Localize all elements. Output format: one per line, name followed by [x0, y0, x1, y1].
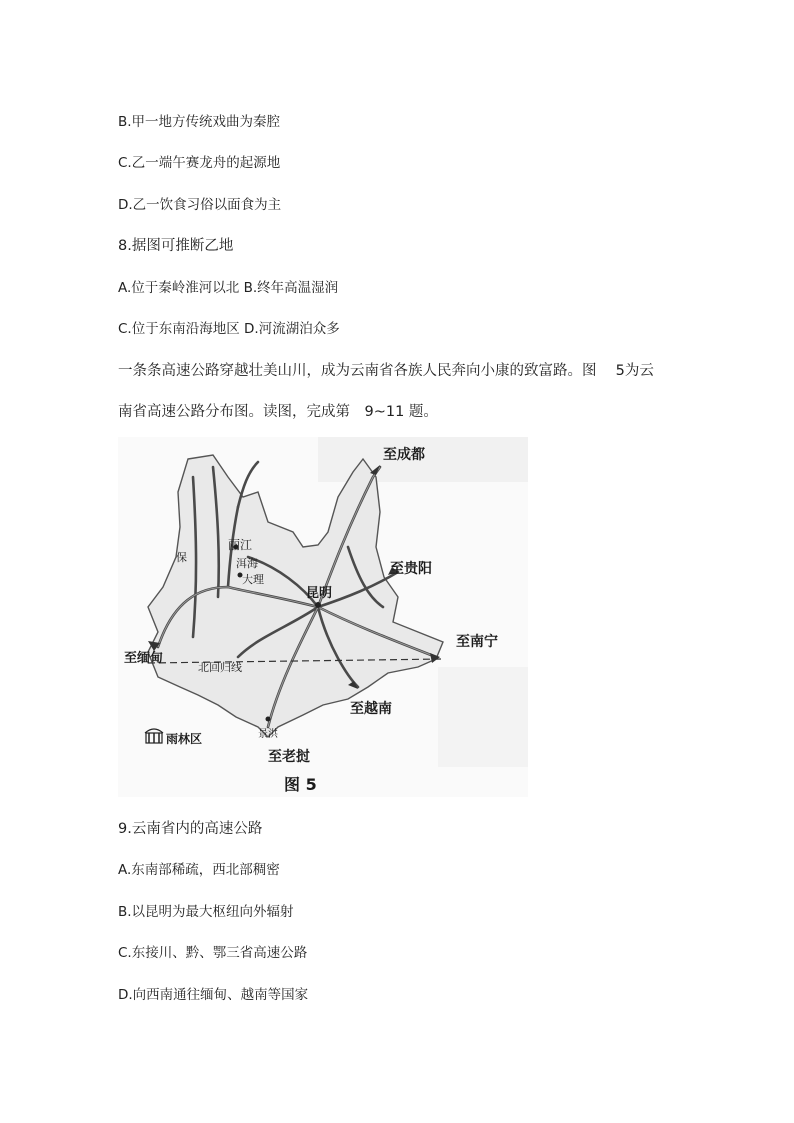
yunnan-highway-map — [118, 437, 528, 797]
q9-option-a: A.东南部稀疏，西北部稠密 — [118, 862, 280, 878]
q8-options-cd: C.位于东南沿海地区 D.河流湖泊众多 — [118, 321, 340, 337]
question-9: 9.云南省内的高速公路 — [118, 821, 263, 837]
label-baoshan: 保 — [176, 551, 187, 564]
label-lijiang: 丽江 — [228, 538, 253, 552]
q9-option-b: B.以昆明为最大枢纽向外辐射 — [118, 904, 294, 920]
label-dali: 大理 — [242, 573, 264, 586]
label-kunming: 昆明 — [306, 586, 333, 601]
label-erhai: 洱海 — [236, 557, 258, 570]
q8-options-ab: A.位于秦岭淮河以北 B.终年高温湿润 — [118, 280, 339, 296]
intro-paragraph-line2: 南省高速公路分布图。读图，完成第 9~11 题。 — [118, 404, 438, 420]
q9-option-c: C.东接川、黔、鄂三省高速公路 — [118, 945, 308, 961]
option-d: D.乙一饮食习俗以面食为主 — [118, 197, 282, 213]
label-vietnam: 至越南 — [350, 701, 392, 717]
label-tropic: 北回归线 — [198, 661, 242, 674]
label-myanmar: 至缅甸 — [124, 651, 164, 666]
jinghong-dot — [266, 717, 271, 722]
label-rainforest: 雨林区 — [166, 732, 203, 746]
label-nanning: 至南宁 — [456, 634, 498, 650]
label-guiyang: 至贵阳 — [390, 561, 432, 577]
label-laos: 至老挝 — [268, 749, 310, 765]
figure-caption: 图 5 — [284, 775, 317, 794]
question-8: 8.据图可推断乙地 — [118, 238, 234, 254]
intro-paragraph-line1: 一条条高速公路穿越壮美山川，成为云南省各族人民奔向小康的致富路。图 5为云 — [118, 363, 654, 379]
q9-option-d: D.向西南通往缅甸、越南等国家 — [118, 987, 309, 1003]
option-b: B.甲一地方传统戏曲为秦腔 — [118, 114, 281, 130]
option-c: C.乙一端午赛龙舟的起源地 — [118, 155, 281, 171]
label-jinghong: 景洪 — [258, 729, 278, 740]
kunming-dot — [315, 602, 321, 608]
label-chengdu: 至成都 — [383, 447, 425, 463]
